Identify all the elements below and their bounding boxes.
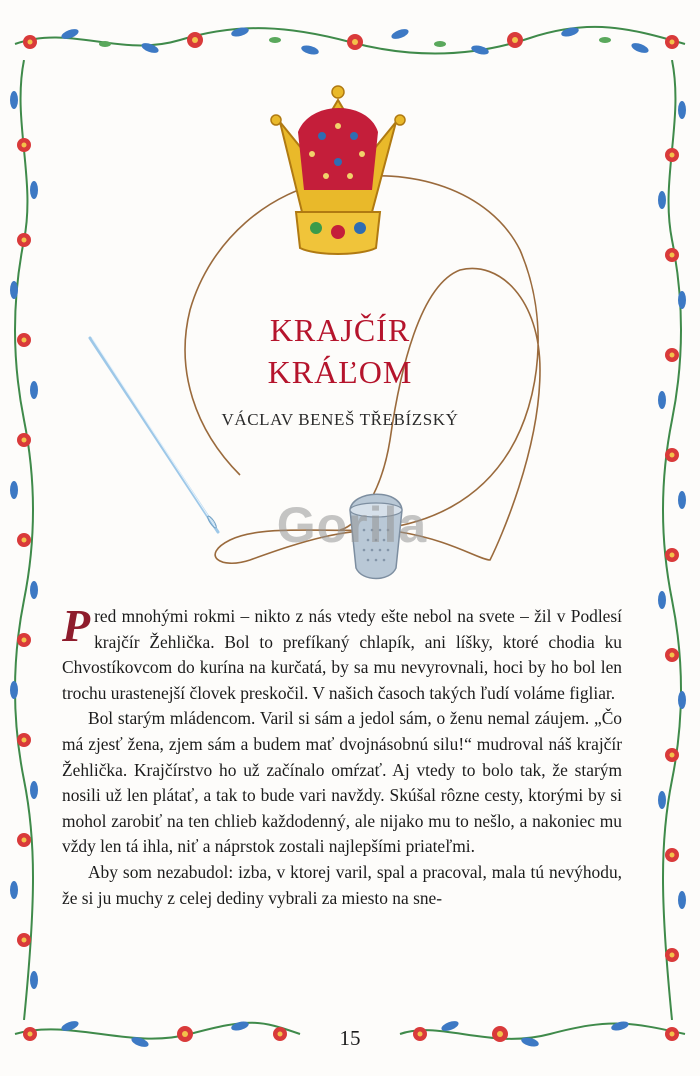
floral-border-left — [6, 60, 42, 1020]
watermark-logo: Gorila — [276, 497, 428, 553]
paragraph-3: Aby som nezabudol: izba, v ktorej varil, spal a pracoval, mala tú nevýhodu, že si ju muchy z celej dediny vybrali za miesto na sne- — [62, 861, 622, 908]
paragraph-1: Pred mnohými rokmi – nikto z nás vtedy ešte nebol na svete – žil v Podlesí krajčír Žehlička. Bol to prefíkaný chlapík, ani líšky, ktoré chodia ku Chvostíkovcom do kurína na kurčatá, by sa mu nevyrovnali, hoci by ho bol len trochu urastenejší človek preskočil. V našich časoch takých ľudí voláme figliar. — [62, 600, 622, 703]
floral-border-top — [10, 18, 690, 64]
paragraph-2: Bol starým mládencom. Varil si sám a jedol sám, o ženu nemal záujem. „Čo má zjesť žena, zjem sám a budem mať dvojnásobnú silu!“ mudroval náš krajčír Žehlička. Krajčírstvo ho už začínalo omŕzať. Aj vtedy to bolo tak, že starým nosili už len plátať, a tak to bude vari navždy. Skúšal rôzne cesty, ktorými by si mohol zarobiť na ten chlieb každodenný, ale nijako mu to nešlo, a nakoniec mu vždy len tá ihla, niť a náprstok zostali najlepšími priateľmi. — [62, 708, 622, 857]
story-title-line-1: KRAJČÍR — [269, 312, 411, 348]
floral-border-right — [652, 60, 692, 1020]
page-number: 15 — [339, 1026, 361, 1050]
author-name: VÁCLAV BENEŠ TŘEBÍZSKÝ — [221, 410, 459, 429]
crown-icon — [271, 86, 405, 254]
story-text — [62, 600, 622, 911]
story-title-line-2: KRÁĽOM — [267, 354, 413, 390]
drop-cap: P — [62, 600, 91, 651]
